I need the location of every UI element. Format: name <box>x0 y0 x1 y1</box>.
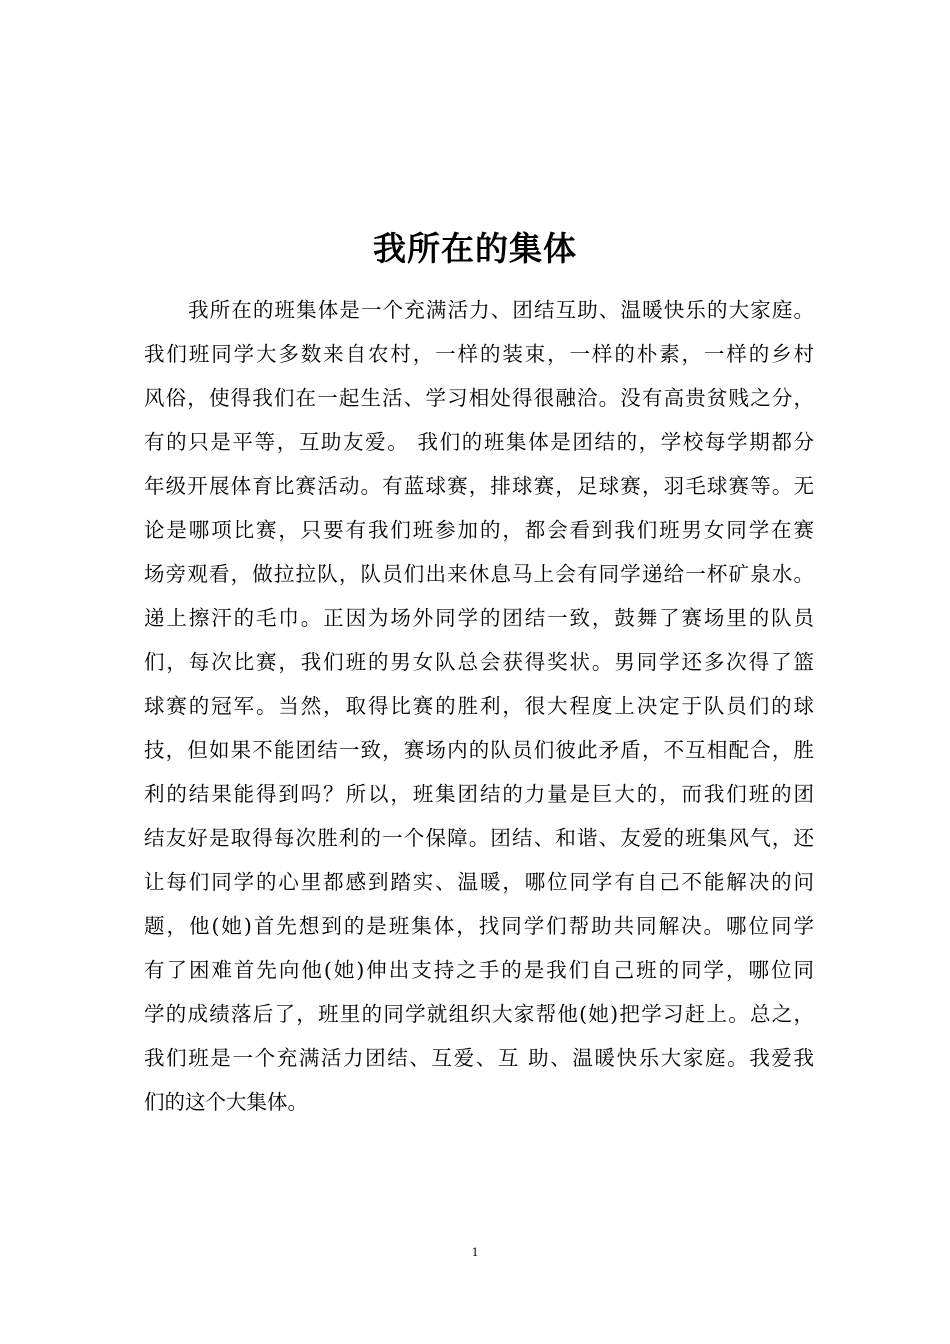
paragraph-line: 场旁观看，做拉拉队，队员们出来休息马上会有同学递给一杯矿泉水。 <box>144 562 814 586</box>
paragraph-line: 递上擦汗的毛巾。正因为场外同学的团结一致，鼓舞了赛场里的队员 <box>144 606 814 630</box>
paragraph-line: 技，但如果不能团结一致，赛场内的队员们彼此矛盾，不互相配合，胜 <box>144 738 814 762</box>
paragraph-line: 球赛的冠军。当然，取得比赛的胜利，很大程度上决定于队员们的球 <box>144 694 814 718</box>
paragraph-line: 让每们同学的心里都感到踏实、温暖，哪位同学有自己不能解决的问 <box>144 870 814 894</box>
document-title: 我所在的集体 <box>373 229 577 268</box>
paragraph-line: 学的成绩落后了，班里的同学就组织大家帮他(她)把学习赶上。总之， <box>144 1002 814 1026</box>
paragraph-line: 我们班同学大多数来自农村，一样的装束，一样的朴素，一样的乡村 <box>144 342 814 366</box>
paragraph-line: 我所在的班集体是一个充满活力、团结互助、温暖快乐的大家庭。 <box>188 298 814 322</box>
paragraph-line: 风俗，使得我们在一起生活、学习相处得很融洽。没有高贵贫贱之分， <box>144 386 814 410</box>
paragraph-line: 有了困难首先向他(她)伸出支持之手的是我们自己班的同学，哪位同 <box>144 958 814 982</box>
paragraph-line: 有的只是平等，互助友爱。 我们的班集体是团结的，学校每学期都分 <box>144 430 814 454</box>
paragraph-line: 论是哪项比赛，只要有我们班参加的，都会看到我们班男女同学在赛 <box>144 518 814 542</box>
paragraph-line: 们的这个大集体。 <box>144 1090 308 1114</box>
paragraph-line: 利的结果能得到吗？所以，班集团结的力量是巨大的，而我们班的团 <box>144 782 814 806</box>
paragraph-line: 题，他(她)首先想到的是班集体，找同学们帮助共同解决。哪位同学 <box>144 914 814 938</box>
paragraph-line: 们，每次比赛，我们班的男女队总会获得奖状。男同学还多次得了篮 <box>144 650 814 674</box>
paragraph-line: 年级开展体育比赛活动。有蓝球赛，排球赛，足球赛，羽毛球赛等。无 <box>144 474 814 498</box>
paragraph-line: 结友好是取得每次胜利的一个保障。团结、和谐、友爱的班集风气，还 <box>144 826 814 850</box>
body-paragraph <box>144 288 814 1124</box>
page-number: 1 <box>471 1244 479 1259</box>
paragraph-line: 我们班是一个充满活力团结、互爱、互 助、温暖快乐大家庭。我爱我 <box>144 1046 814 1070</box>
